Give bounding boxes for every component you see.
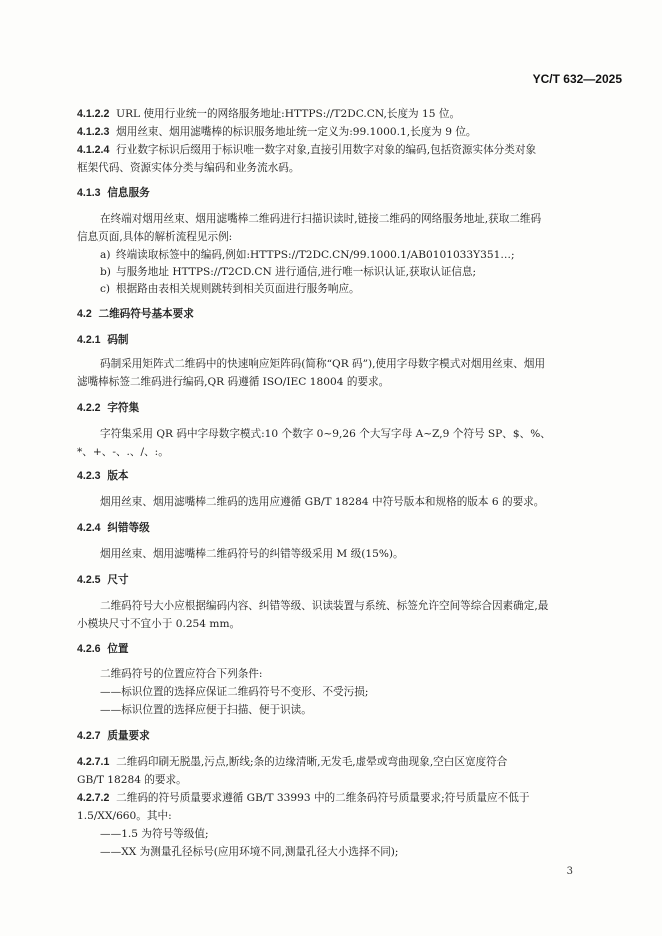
paragraph-version: 烟用丝束、烟用滤嘴棒二维码的选用应遵循 GB/T 18284 中符号版本和规格的版本 6 的要求。 [100, 496, 545, 508]
heading-4-2-5: 4.2.5 尺寸 [77, 574, 129, 586]
heading-4-1-3: 4.1.3 信息服务 [77, 187, 150, 199]
paragraph-code-system-cont: 滤嘴棒标签二维码进行编码,QR 码遵循 ISO/IEC 18004 的要求。 [77, 376, 390, 388]
paragraph-code-system: 码制采用矩阵式二维码中的快速响应矩阵码(简称“QR 码”),使用字母数字模式对烟用丝束、烟用 [100, 358, 546, 370]
clause-4-2-7-2: 4.2.7.2 二维码的符号质量要求遵循 GB/T 33993 中的二维条码符号质量要求;符号质量应不低于 [77, 792, 530, 804]
list-item-b: b) 与服务地址 HTTPS://T2CD.CN 进行通信,进行唯一标识认证,获取认证信息; [100, 266, 477, 278]
list-item-a: a) 终端读取标签中的编码,例如:HTTPS://T2DC.CN/99.1000.1/AB0101033Y351…; [100, 249, 515, 261]
paragraph-info-service-cont: 信息页面,具体的解析流程见示例: [77, 231, 233, 243]
paragraph-size: 二维码符号大小应根据编码内容、纠错等级、识读装置与系统、标签允许空间等综合因素确定,最 [100, 600, 549, 612]
clause-4-1-2-2: 4.1.2.2 URL 使用行业统一的网络服务地址:HTTPS://T2DC.CN,长度为 15 位。 [77, 108, 461, 120]
heading-4-2-1: 4.2.1 码制 [77, 334, 129, 346]
clause-4-2-7-1: 4.2.7.1 二维码印刷无脱墨,污点,断线;条的边缘清晰,无发毛,虚晕或弯曲现象,空白区宽度符合 [77, 756, 508, 768]
heading-4-2-3: 4.2.3 版本 [77, 470, 129, 482]
paragraph-error-correction: 烟用丝束、烟用滤嘴棒二维码符号的纠错等级采用 M 级(15%)。 [100, 548, 404, 560]
page-number: 3 [566, 866, 573, 877]
dash-item-position-2: ——标识位置的选择应便于扫描、便于识读。 [100, 704, 312, 716]
heading-4-2-7: 4.2.7 质量要求 [77, 730, 150, 742]
heading-4-2-4: 4.2.4 纠错等级 [77, 522, 150, 534]
dash-item-quality-1: ——1.5 为符号等级值; [100, 828, 209, 840]
dash-item-quality-2: ——XX 为测量孔径标号(应用环境不同,测量孔径大小选择不同); [100, 846, 399, 858]
heading-4-2-6: 4.2.6 位置 [77, 643, 129, 655]
paragraph-info-service: 在终端对烟用丝束、烟用滤嘴棒二维码进行扫描识读时,链接二维码的网络服务地址,获取二维码 [100, 213, 542, 225]
paragraph-size-cont: 小模块尺寸不宜小于 0.254 mm。 [77, 618, 241, 630]
heading-4-2: 4.2 二维码符号基本要求 [77, 308, 194, 320]
dash-item-position-1: ——标识位置的选择应保证二维码符号不变形、不受污损; [100, 686, 369, 698]
paragraph-position: 二维码符号的位置应符合下列条件: [100, 668, 263, 680]
clause-4-1-2-4-cont: 框架代码、资源实体分类与编码和业务流水码。 [77, 162, 300, 174]
standard-code-header: YC/T 632—2025 [532, 72, 622, 86]
heading-4-2-2: 4.2.2 字符集 [77, 402, 140, 414]
paragraph-charset-cont: *、+、-、.、/、:。 [77, 446, 169, 458]
clause-4-2-7-2-cont: 1.5/XX/660。其中: [77, 810, 172, 822]
list-item-c: c) 根据路由表相关规则跳转到相关页面进行服务响应。 [100, 283, 360, 295]
paragraph-charset: 字符集采用 QR 码中字母数字模式:10 个数字 0~9,26 个大写字母 A~Z,9 个符号 SP、$、%、 [100, 428, 551, 440]
clause-4-1-2-4: 4.1.2.4 行业数字标识后缀用于标识唯一数字对象,直接引用数字对象的编码,包括资源实体分类对象 [77, 144, 537, 156]
clause-4-1-2-3: 4.1.2.3 烟用丝束、烟用滤嘴棒的标识服务地址统一定义为:99.1000.1,长度为 9 位。 [77, 126, 477, 138]
clause-4-2-7-1-cont: GB/T 18284 的要求。 [77, 774, 187, 786]
